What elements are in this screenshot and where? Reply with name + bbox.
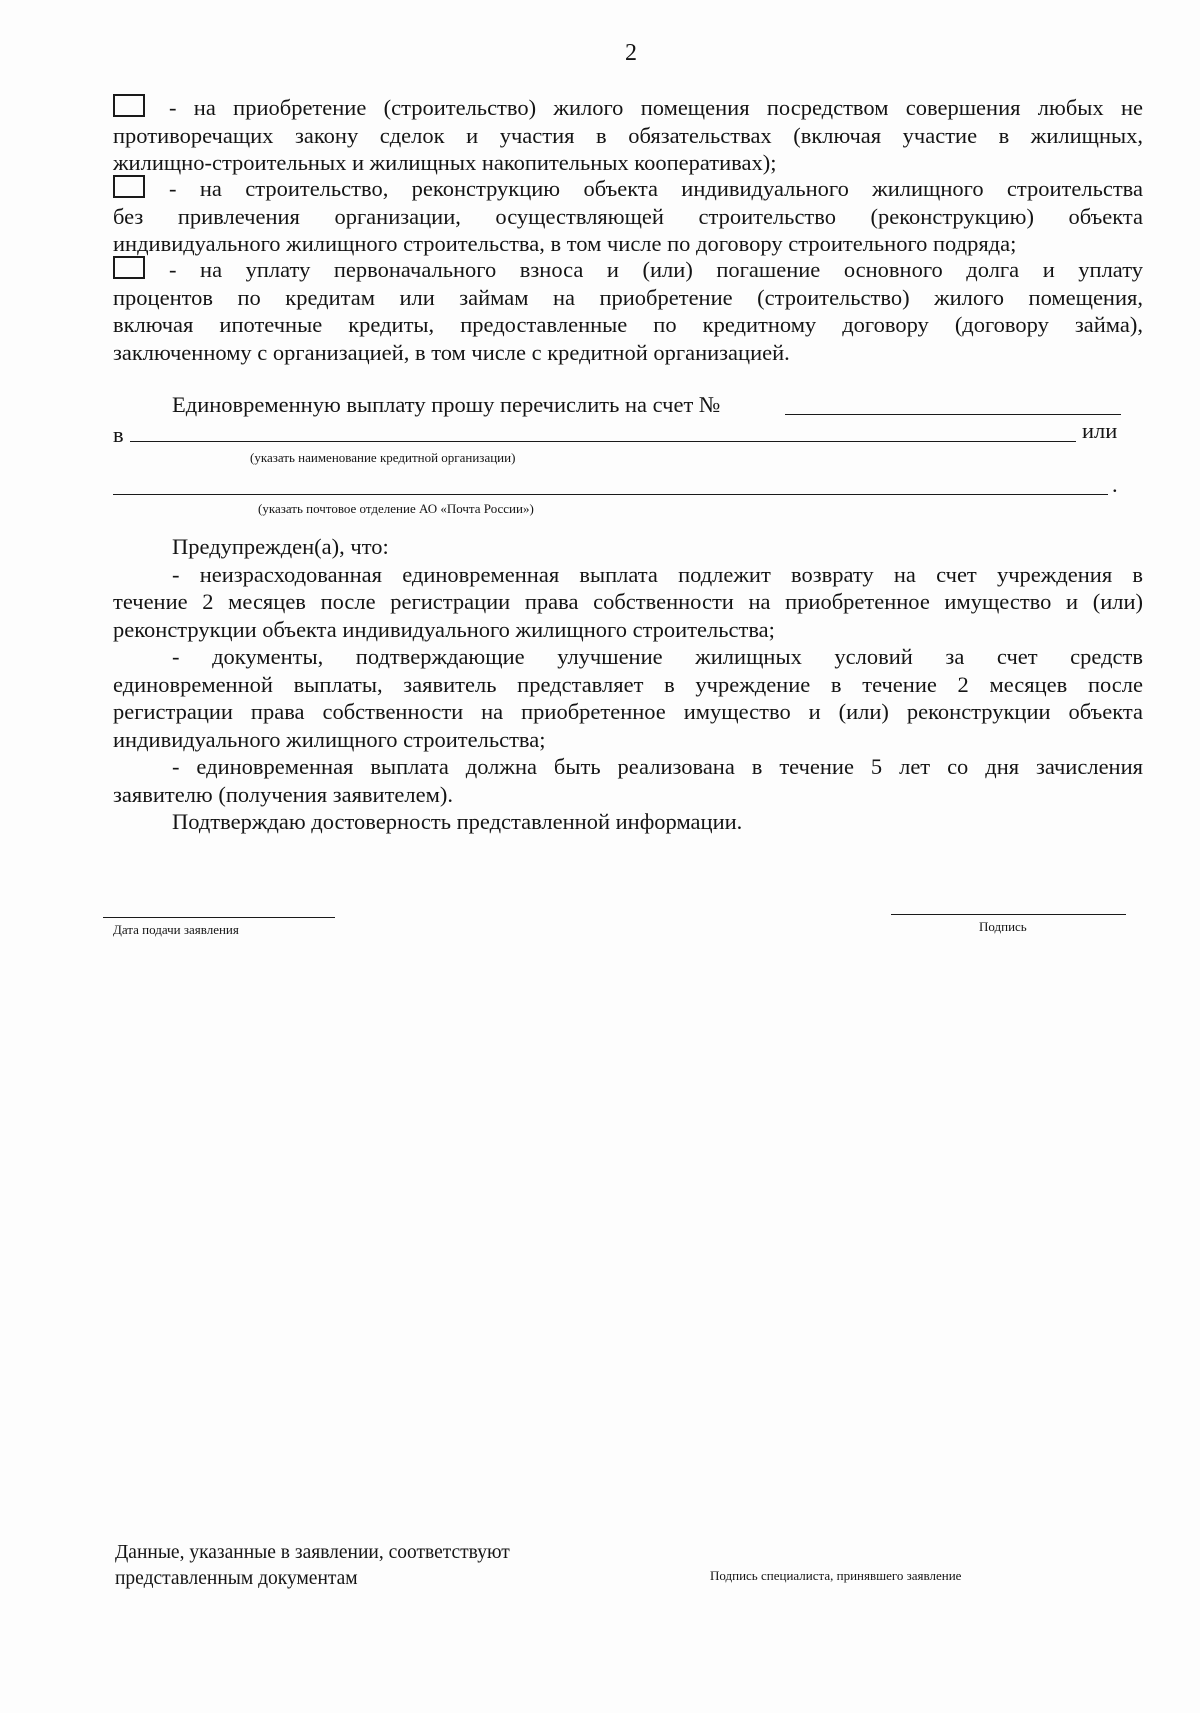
specialist-signature-label: Подпись специалиста, принявшего заявление xyxy=(710,1568,962,1583)
option-line: жилищно-строительных и жилищных накопительных кооперативах); xyxy=(113,150,777,175)
in-prefix: в xyxy=(113,422,124,447)
warning-line: - неизрасходованная единовременная выплата подлежит возврату на счет учреждения в xyxy=(172,561,1143,587)
option-line: процентов по кредитам или займам на приобретение (строительство) жилого помещения, xyxy=(113,284,1143,310)
specialist-note-line: представленным документам xyxy=(115,1568,358,1589)
bank-name-field[interactable] xyxy=(130,441,1076,442)
option-line: индивидуального жилищного строительства, в том числе по договору строительного подряда; xyxy=(113,231,1017,256)
option-line: - на строительство, реконструкцию объекта индивидуального жилищного строительства xyxy=(113,175,1143,203)
specialist-note xyxy=(115,1540,510,1592)
account-request-text: Единовременную выплату прошу перечислить на счет № xyxy=(172,392,721,417)
specialist-note-line: Данные, указанные в заявлении, соответствуют xyxy=(115,1542,510,1563)
option-mortgage xyxy=(113,256,1143,366)
option-line: без привлечения организации, осуществляющей строительство (реконструкцию) объекта xyxy=(113,203,1143,229)
or-suffix: или xyxy=(1082,418,1118,443)
signature-field[interactable] xyxy=(891,914,1126,915)
signature-label: Подпись xyxy=(979,919,1027,934)
option-line: противоречащих закону сделок и участия в обязательствах (включая участие в жилищных, xyxy=(113,122,1143,148)
bank-line xyxy=(113,422,1143,448)
warning-line: течение 2 месяцев после регистрации права собственности на приобретенное имущество и (или) xyxy=(113,589,1143,614)
option-line: - на приобретение (строительство) жилого помещения посредством совершения любых не xyxy=(113,94,1143,122)
warning-section xyxy=(113,533,1143,836)
warning-line: индивидуального жилищного строительства; xyxy=(113,726,546,752)
option-construction xyxy=(113,175,1143,258)
page-number: 2 xyxy=(625,40,637,66)
warning-title: Предупрежден(а), что: xyxy=(172,534,389,559)
option-line: заключенному с организацией, в том числе с кредитной организацией. xyxy=(113,339,790,365)
date-field[interactable] xyxy=(103,917,335,918)
warning-line: заявителю (получения заявителем). xyxy=(113,781,453,807)
warning-line: регистрации права собственности на приобретенное имущество и (или) реконструкции объекта xyxy=(113,699,1143,724)
option-line: включая ипотечные кредиты, предоставленные по кредитному договору (договору займа), xyxy=(113,312,1143,337)
warning-line: - документы, подтверждающие улучшение жилищных условий за счет средств xyxy=(172,644,1143,669)
warning-line: - единовременная выплата должна быть реализована в течение 5 лет со дня зачисления xyxy=(172,754,1143,779)
option-checkbox-mortgage[interactable] xyxy=(113,256,145,279)
confirm-statement: Подтверждаю достоверность представленной информации. xyxy=(172,809,743,834)
option-checkbox-acquisition[interactable] xyxy=(113,94,145,117)
option-line: - на уплату первоначального взноса и (или) погашение основного долга и уплату xyxy=(113,256,1143,284)
account-number-field[interactable] xyxy=(785,414,1121,415)
warning-line: реконструкции объекта индивидуального жилищного строительства; xyxy=(113,616,775,642)
post-office-field[interactable] xyxy=(113,494,1108,495)
warning-line: единовременной выплаты, заявитель представляет в учреждение в течение 2 месяцев после xyxy=(113,671,1143,697)
option-checkbox-construction[interactable] xyxy=(113,175,145,198)
post-hint: (указать почтовое отделение АО «Почта России») xyxy=(258,501,534,516)
bank-hint: (указать наименование кредитной организации) xyxy=(250,450,516,465)
option-acquisition xyxy=(113,94,1143,177)
date-label: Дата подачи заявления xyxy=(113,922,239,937)
post-period: . xyxy=(1112,472,1118,497)
